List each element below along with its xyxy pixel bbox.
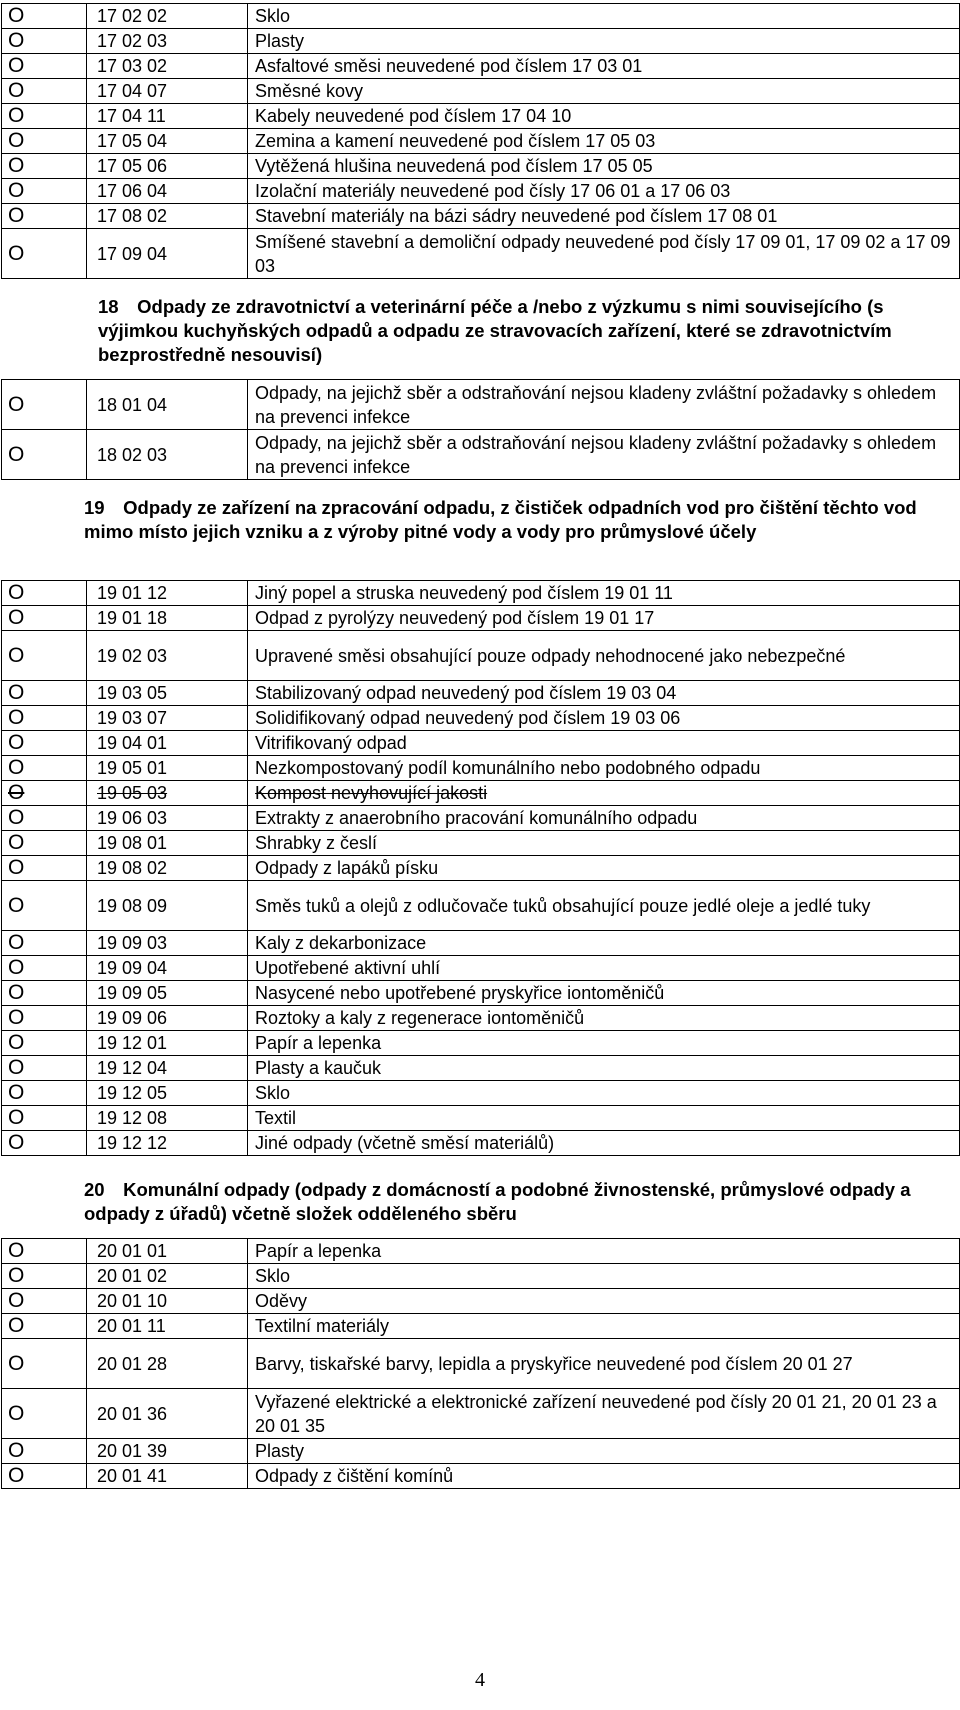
row-marker-cell: O (2, 631, 87, 681)
table-row (2, 430, 960, 480)
waste-code-cell: 20 01 28 (87, 1339, 248, 1389)
waste-description-cell: Zemina a kamení neuvedené pod číslem 17 05 03 (248, 129, 960, 154)
table-row (2, 981, 960, 1006)
table-row (2, 956, 960, 981)
row-marker-cell: O (2, 1106, 87, 1131)
waste-description-cell: Směsné kovy (248, 79, 960, 104)
section-title: Odpady ze zařízení na zpracování odpadu, z čističek odpadních vod pro čištění těchto vod mimo místo jejich vzniku a z výroby pitné vody a vody pro průmyslové účely (84, 497, 917, 542)
waste-code-cell: 19 12 12 (87, 1131, 248, 1156)
section-number: 20 (84, 1179, 105, 1200)
table-row (2, 179, 960, 204)
waste-description-cell: Stavební materiály na bázi sádry neuvedené pod číslem 17 08 01 (248, 204, 960, 229)
table-row (2, 1031, 960, 1056)
waste-code-cell: 19 08 01 (87, 831, 248, 856)
waste-code-cell: 19 12 04 (87, 1056, 248, 1081)
table-row (2, 1314, 960, 1339)
row-marker-cell: O (2, 79, 87, 104)
waste-code-cell: 20 01 10 (87, 1289, 248, 1314)
waste-description-cell: Odpady, na jejichž sběr a odstraňování nejsou kladeny zvláštní požadavky s ohledem na prevenci infekce (248, 380, 960, 430)
row-marker-cell: O (2, 1464, 87, 1489)
table-row (2, 706, 960, 731)
waste-description-cell: Upotřebené aktivní uhlí (248, 956, 960, 981)
table-row (2, 229, 960, 279)
table-row (2, 1289, 960, 1314)
row-marker-cell: O (2, 881, 87, 931)
section-heading-18 (98, 295, 928, 367)
waste-code-cell: 17 09 04 (87, 229, 248, 279)
table-row (2, 1464, 960, 1489)
row-marker-cell: O (2, 781, 87, 806)
waste-description-cell: Sklo (248, 4, 960, 29)
row-marker-cell: O (2, 831, 87, 856)
table-row (2, 606, 960, 631)
waste-description-cell: Solidifikovaný odpad neuvedený pod číslem 19 03 06 (248, 706, 960, 731)
waste-table-17 (0, 3, 960, 279)
waste-table-20 (0, 1238, 960, 1489)
row-marker-cell: O (2, 204, 87, 229)
row-marker-cell: O (2, 229, 87, 279)
row-marker-cell: O (2, 54, 87, 79)
row-marker-cell: O (2, 154, 87, 179)
table-row (2, 806, 960, 831)
waste-code-cell: 17 08 02 (87, 204, 248, 229)
table-row (2, 856, 960, 881)
row-marker-cell: O (2, 956, 87, 981)
table-row (2, 831, 960, 856)
row-marker-cell: O (2, 1264, 87, 1289)
row-marker-cell: O (2, 731, 87, 756)
row-marker-cell: O (2, 756, 87, 781)
table-row (2, 1389, 960, 1439)
waste-description-cell: Nezkompostovaný podíl komunálního nebo podobného odpadu (248, 756, 960, 781)
waste-code-cell: 19 09 04 (87, 956, 248, 981)
row-marker-cell: O (2, 581, 87, 606)
waste-code-cell: 18 01 04 (87, 380, 248, 430)
waste-code-cell: 17 02 03 (87, 29, 248, 54)
waste-table-body (2, 4, 960, 279)
table-row (2, 1106, 960, 1131)
waste-description-cell: Barvy, tiskařské barvy, lepidla a pryskyřice neuvedené pod číslem 20 01 27 (248, 1339, 960, 1389)
table-row (2, 1006, 960, 1031)
table-row (2, 204, 960, 229)
waste-code-cell: 20 01 11 (87, 1314, 248, 1339)
waste-code-cell: 19 02 03 (87, 631, 248, 681)
table-row (2, 881, 960, 931)
row-marker-cell: O (2, 606, 87, 631)
row-marker-cell: O (2, 1006, 87, 1031)
row-marker-cell: O (2, 1081, 87, 1106)
waste-description-cell: Odpady, na jejichž sběr a odstraňování nejsou kladeny zvláštní požadavky s ohledem na prevenci infekce (248, 430, 960, 480)
waste-description-cell: Shrabky z česlí (248, 831, 960, 856)
table-row (2, 29, 960, 54)
row-marker-cell: O (2, 1439, 87, 1464)
waste-table-body (2, 1239, 960, 1489)
waste-description-cell: Stabilizovaný odpad neuvedený pod číslem 19 03 04 (248, 681, 960, 706)
waste-code-cell: 20 01 02 (87, 1264, 248, 1289)
waste-description-cell: Plasty a kaučuk (248, 1056, 960, 1081)
waste-description-cell: Sklo (248, 1081, 960, 1106)
waste-code-cell: 17 06 04 (87, 179, 248, 204)
table-row (2, 1264, 960, 1289)
row-marker-cell: O (2, 430, 87, 480)
table-row (2, 681, 960, 706)
waste-code-cell: 17 04 07 (87, 79, 248, 104)
row-marker-cell: O (2, 1056, 87, 1081)
waste-table-19 (0, 580, 960, 1156)
table-row (2, 631, 960, 681)
table-row (2, 1439, 960, 1464)
waste-table-body (2, 380, 960, 480)
waste-code-cell: 17 02 02 (87, 4, 248, 29)
waste-code-cell: 19 09 06 (87, 1006, 248, 1031)
table-row (2, 931, 960, 956)
waste-description-cell: Papír a lepenka (248, 1239, 960, 1264)
waste-code-cell: 19 12 08 (87, 1106, 248, 1131)
section-title: Komunální odpady (odpady z domácností a podobné živnostenské, průmyslové odpady a odpady z úřadů) včetně složek odděleného sběru (84, 1179, 911, 1224)
section-heading-20 (84, 1178, 930, 1226)
waste-code-cell: 20 01 41 (87, 1464, 248, 1489)
table-row (2, 1339, 960, 1389)
waste-description-cell: Odpady z čištění komínů (248, 1464, 960, 1489)
section-number: 19 (84, 497, 105, 518)
row-marker-cell: O (2, 29, 87, 54)
waste-code-cell: 19 04 01 (87, 731, 248, 756)
table-row (2, 129, 960, 154)
waste-table-18 (0, 379, 960, 480)
waste-code-cell: 17 05 04 (87, 129, 248, 154)
waste-description-cell: Asfaltové směsi neuvedené pod číslem 17 03 01 (248, 54, 960, 79)
waste-description-cell: Kabely neuvedené pod číslem 17 04 10 (248, 104, 960, 129)
row-marker-cell: O (2, 380, 87, 430)
row-marker-cell: O (2, 681, 87, 706)
row-marker-cell: O (2, 1339, 87, 1389)
row-marker-cell: O (2, 1239, 87, 1264)
row-marker-cell: O (2, 1031, 87, 1056)
waste-code-cell: 19 12 01 (87, 1031, 248, 1056)
waste-description-cell: Odpad z pyrolýzy neuvedený pod číslem 19 01 17 (248, 606, 960, 631)
row-marker-cell: O (2, 1389, 87, 1439)
row-marker-cell: O (2, 856, 87, 881)
waste-description-cell: Papír a lepenka (248, 1031, 960, 1056)
row-marker-cell: O (2, 4, 87, 29)
waste-code-cell: 19 01 18 (87, 606, 248, 631)
waste-description-cell: Textilní materiály (248, 1314, 960, 1339)
section-heading-19 (84, 496, 930, 544)
row-marker-cell: O (2, 1314, 87, 1339)
row-marker-cell: O (2, 104, 87, 129)
table-row (2, 104, 960, 129)
row-marker-cell: O (2, 931, 87, 956)
waste-code-cell: 20 01 39 (87, 1439, 248, 1464)
table-row (2, 756, 960, 781)
section-title: Odpady ze zdravotnictví a veterinární péče a /nebo z výzkumu s nimi souvisejícího (s výjimkou kuchyňských odpadů a odpadu ze stravovacích zařízení, které se zdravotnictvím bezprostředně nesouvisí) (98, 296, 892, 365)
table-row (2, 581, 960, 606)
table-row (2, 1239, 960, 1264)
waste-code-cell: 19 03 05 (87, 681, 248, 706)
waste-description-cell: Odpady z lapáků písku (248, 856, 960, 881)
table-row (2, 4, 960, 29)
waste-description-cell: Nasycené nebo upotřebené pryskyřice iontoměničů (248, 981, 960, 1006)
waste-code-cell: 19 05 03 (87, 781, 248, 806)
waste-code-cell: 20 01 01 (87, 1239, 248, 1264)
waste-code-cell: 19 09 05 (87, 981, 248, 1006)
row-marker-cell: O (2, 806, 87, 831)
row-marker-cell: O (2, 129, 87, 154)
waste-description-cell: Směs tuků a olejů z odlučovače tuků obsahující pouze jedlé oleje a jedlé tuky (248, 881, 960, 931)
waste-description-cell: Kompost nevyhovující jakosti (248, 781, 960, 806)
waste-code-cell: 17 04 11 (87, 104, 248, 129)
waste-table-body (2, 581, 960, 1156)
waste-description-cell: Extrakty z anaerobního pracování komunálního odpadu (248, 806, 960, 831)
waste-description-cell: Vitrifikovaný odpad (248, 731, 960, 756)
row-marker-cell: O (2, 179, 87, 204)
table-row (2, 731, 960, 756)
waste-description-cell: Sklo (248, 1264, 960, 1289)
waste-description-cell: Plasty (248, 29, 960, 54)
waste-code-cell: 17 03 02 (87, 54, 248, 79)
waste-description-cell: Vyřazené elektrické a elektronické zařízení neuvedené pod čísly 20 01 21, 20 01 23 a 20 01 35 (248, 1389, 960, 1439)
row-marker-cell: O (2, 981, 87, 1006)
row-marker-cell: O (2, 1289, 87, 1314)
table-row (2, 54, 960, 79)
waste-description-cell: Vytěžená hlušina neuvedená pod číslem 17 05 05 (248, 154, 960, 179)
table-row (2, 1056, 960, 1081)
table-row (2, 1131, 960, 1156)
waste-code-cell: 19 12 05 (87, 1081, 248, 1106)
section-number: 18 (98, 296, 119, 317)
waste-description-cell: Smíšené stavební a demoliční odpady neuvedené pod čísly 17 09 01, 17 09 02 a 17 09 03 (248, 229, 960, 279)
row-marker-cell: O (2, 1131, 87, 1156)
waste-code-cell: 19 03 07 (87, 706, 248, 731)
table-row (2, 79, 960, 104)
waste-description-cell: Oděvy (248, 1289, 960, 1314)
table-row (2, 154, 960, 179)
table-row (2, 1081, 960, 1106)
waste-description-cell: Jiný popel a struska neuvedený pod číslem 19 01 11 (248, 581, 960, 606)
waste-code-cell: 19 08 09 (87, 881, 248, 931)
waste-code-cell: 19 08 02 (87, 856, 248, 881)
waste-code-cell: 17 05 06 (87, 154, 248, 179)
waste-code-cell: 20 01 36 (87, 1389, 248, 1439)
waste-description-cell: Kaly z dekarbonizace (248, 931, 960, 956)
waste-code-cell: 19 09 03 (87, 931, 248, 956)
waste-description-cell: Roztoky a kaly z regenerace iontoměničů (248, 1006, 960, 1031)
page-number: 4 (475, 1669, 485, 1691)
row-marker-cell: O (2, 706, 87, 731)
waste-code-cell: 18 02 03 (87, 430, 248, 480)
waste-description-cell: Plasty (248, 1439, 960, 1464)
table-row (2, 380, 960, 430)
waste-code-cell: 19 05 01 (87, 756, 248, 781)
waste-code-cell: 19 06 03 (87, 806, 248, 831)
waste-code-cell: 19 01 12 (87, 581, 248, 606)
waste-description-cell: Jiné odpady (včetně směsí materiálů) (248, 1131, 960, 1156)
waste-description-cell: Textil (248, 1106, 960, 1131)
waste-description-cell: Upravené směsi obsahující pouze odpady nehodnocené jako nebezpečné (248, 631, 960, 681)
table-row (2, 781, 960, 806)
waste-description-cell: Izolační materiály neuvedené pod čísly 17 06 01 a 17 06 03 (248, 179, 960, 204)
